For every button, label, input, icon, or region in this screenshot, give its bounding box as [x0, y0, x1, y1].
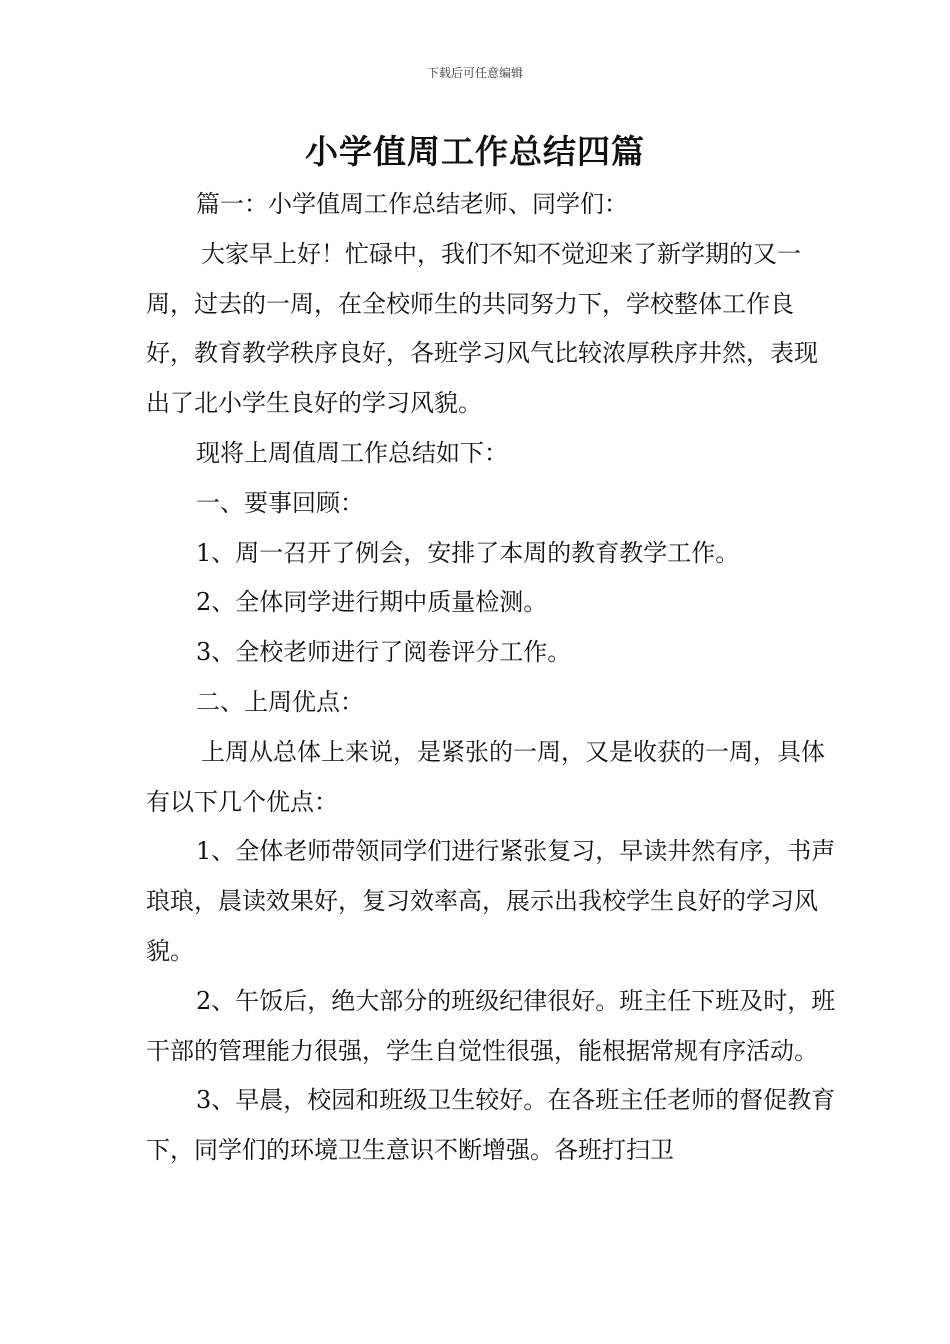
list-item-strength-3: 3、早晨，校园和班级卫生较好。在各班主任老师的督促教育下，同学们的环境卫生意识不断增强。各班打扫卫 — [146, 1086, 836, 1165]
paragraph-intro: 篇一：小学值周工作总结老师、同学们： — [196, 190, 628, 218]
paragraph-greeting: 大家早上好！忙碌中，我们不知不觉迎来了新学期的又一周，过去的一周，在全校师生的共同努力下，学校整体工作良好，教育教学秩序良好，各班学习风气比较浓厚秩序井然，表现出了北小学生良好的学习风貌。 — [146, 239, 818, 418]
paragraph-summary-lead: 现将上周值周工作总结如下： — [196, 438, 508, 467]
document-body — [146, 180, 836, 1176]
section-heading-strengths: 二、上周优点： — [196, 687, 364, 716]
paragraph-strengths-intro: 上周从总体上来说，是紧张的一周，又是收获的一周，具体有以下几个优点： — [146, 737, 825, 816]
section-heading-events: 一、要事回顾： — [196, 488, 364, 517]
header-note: 下载后可任意编辑 — [426, 66, 523, 80]
list-item-strength-1: 1、全体老师带领同学们进行紧张复习，早读井然有序，书声琅琅，晨读效果好，复习效率高，展示出我校学生良好的学习风貌。 — [146, 837, 836, 965]
list-item-event-2: 2、全体同学进行期中质量检测。 — [196, 588, 548, 617]
list-item-event-1: 1、周一召开了例会，安排了本周的教育教学工作。 — [196, 538, 740, 567]
list-item-event-3: 3、全校老师进行了阅卷评分工作。 — [196, 638, 572, 667]
document-title: 小学值周工作总结四篇 — [305, 132, 645, 171]
list-item-strength-2: 2、午饭后，绝大部分的班级纪律很好。班主任下班及时，班干部的管理能力很强，学生自觉性很强，能根据常规有序活动。 — [146, 986, 836, 1065]
